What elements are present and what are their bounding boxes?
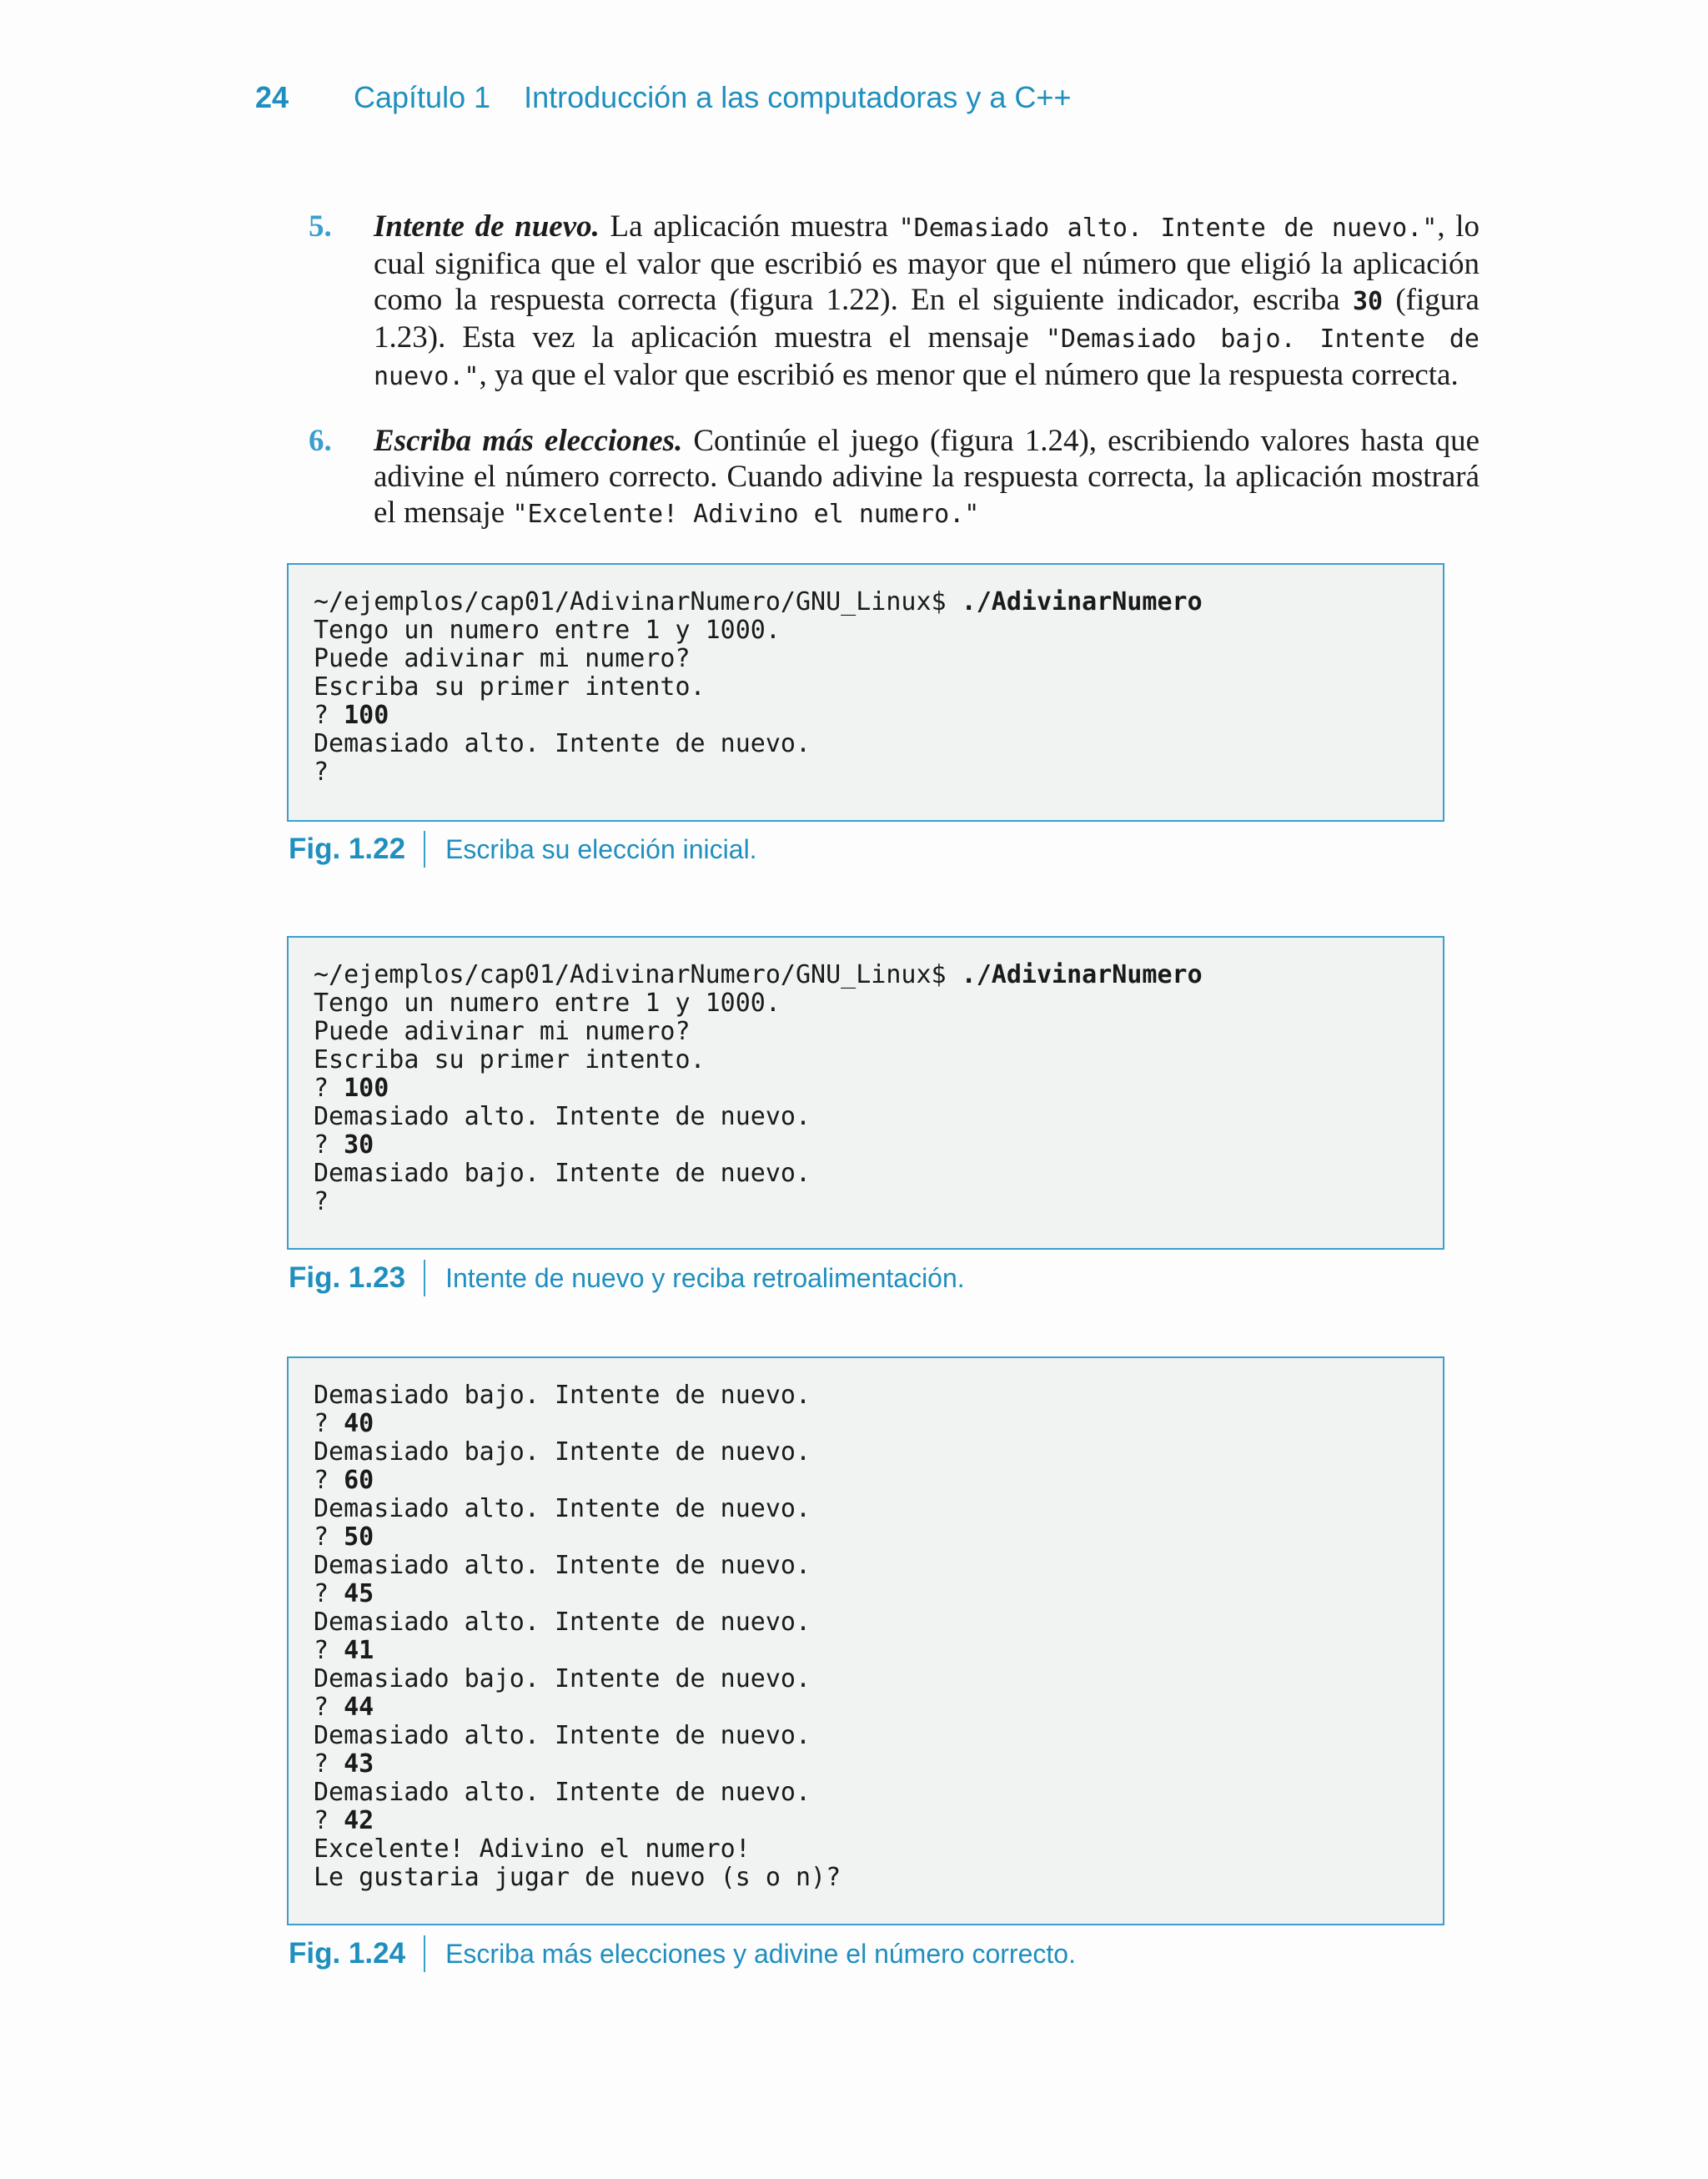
terminal-line <box>314 1074 1443 1103</box>
terminal-line <box>314 1438 1443 1467</box>
terminal-user-input: 40 <box>344 1409 374 1438</box>
terminal-line <box>314 989 1443 1018</box>
step-6 <box>309 423 1479 532</box>
step-text <box>374 423 1479 532</box>
terminal-line <box>314 1410 1443 1438</box>
terminal-output: ? <box>314 1579 344 1608</box>
step-number: 5. <box>309 209 332 244</box>
terminal-output: Demasiado bajo. Intente de nuevo. <box>314 1381 811 1410</box>
terminal-line <box>314 1160 1443 1188</box>
terminal-line <box>314 1608 1443 1637</box>
terminal-line <box>314 1580 1443 1608</box>
figure-caption-1-22 <box>289 831 757 868</box>
terminal-line <box>314 1131 1443 1160</box>
running-header <box>255 80 1071 115</box>
terminal-line <box>314 1665 1443 1693</box>
inline-code: "Demasiado bajo. Intente de nuevo." <box>374 325 1479 391</box>
step-text-part: (figura 1.23). Esta vez la aplicación muestra el mensaje <box>374 283 1479 355</box>
terminal-line <box>314 1046 1443 1074</box>
terminal-window-fig-1-23 <box>287 936 1444 1250</box>
terminal-output: ? <box>314 1522 344 1552</box>
caption-divider <box>424 1260 425 1296</box>
terminal-output: Excelente! Adivino el numero! <box>314 1834 751 1864</box>
step-number: 6. <box>309 424 332 458</box>
terminal-output: Demasiado alto. Intente de nuevo. <box>314 1551 811 1580</box>
terminal-output: Demasiado alto. Intente de nuevo. <box>314 1102 811 1131</box>
terminal-user-input: 50 <box>344 1522 374 1552</box>
terminal-output: ? <box>314 1130 344 1160</box>
terminal-output: Puede adivinar mi numero? <box>314 1017 691 1046</box>
terminal-user-input: 30 <box>344 1130 374 1160</box>
terminal-line <box>314 1103 1443 1131</box>
figure-caption-text: Escriba su elección inicial. <box>445 833 757 864</box>
terminal-line <box>314 1018 1443 1046</box>
terminal-output: Demasiado alto. Intente de nuevo. <box>314 1608 811 1637</box>
terminal-line <box>314 1750 1443 1779</box>
terminal-output: Demasiado bajo. Intente de nuevo. <box>314 1437 811 1467</box>
step-text-part: Continúe el juego (figura 1.24), escribiendo valores hasta que adivine el número correcto. Cuando adivine la respuesta correcta, la aplicación mostrará el mensaje <box>374 424 1479 530</box>
terminal-user-input: 100 <box>344 701 389 730</box>
terminal-output: Demasiado alto. Intente de nuevo. <box>314 729 811 758</box>
terminal-line <box>314 1779 1443 1807</box>
figure-label: Fig. 1.23 <box>289 1261 406 1294</box>
step-title: Escriba más elecciones. <box>374 424 683 458</box>
inline-code-bold: 30 <box>1352 287 1384 316</box>
terminal-output: ~/ejemplos/cap01/AdivinarNumero/GNU_Linux$ <box>314 587 962 616</box>
terminal-output: Demasiado bajo. Intente de nuevo. <box>314 1664 811 1693</box>
terminal-line <box>314 1381 1443 1410</box>
terminal-output: ? <box>314 1409 344 1438</box>
terminal-output: Le gustaria jugar de nuevo (s o n)? <box>314 1863 841 1892</box>
terminal-output: Demasiado alto. Intente de nuevo. <box>314 1721 811 1750</box>
terminal-output: Puede adivinar mi numero? <box>314 644 691 673</box>
terminal-line <box>314 1864 1443 1892</box>
terminal-output: ? <box>314 1074 344 1103</box>
chapter-label: Capítulo 1 <box>354 80 491 114</box>
terminal-output: ? <box>314 1806 344 1835</box>
terminal-output: ? <box>314 1749 344 1779</box>
caption-divider <box>424 1935 425 1972</box>
terminal-line <box>314 1693 1443 1722</box>
terminal-output: ? <box>314 1466 344 1495</box>
terminal-line <box>314 1637 1443 1665</box>
terminal-user-input: 44 <box>344 1693 374 1722</box>
figure-caption-1-23 <box>289 1260 965 1296</box>
chapter-title: Introducción a las computadoras y a C++ <box>524 80 1072 114</box>
terminal-line <box>314 961 1443 989</box>
terminal-user-input: 45 <box>344 1579 374 1608</box>
terminal-user-input: 100 <box>344 1074 389 1103</box>
terminal-line <box>314 702 1443 730</box>
terminal-output: Tengo un numero entre 1 y 1000. <box>314 989 781 1018</box>
terminal-line <box>314 1467 1443 1495</box>
step-title: Intente de nuevo. <box>374 209 600 244</box>
terminal-line <box>314 1835 1443 1864</box>
figure-label: Fig. 1.22 <box>289 833 406 865</box>
inline-code: "Demasiado alto. Intente de nuevo." <box>898 214 1438 243</box>
terminal-output: ? <box>314 1187 329 1216</box>
terminal-line <box>314 588 1443 616</box>
caption-divider <box>424 831 425 868</box>
terminal-output: Demasiado alto. Intente de nuevo. <box>314 1778 811 1807</box>
terminal-line <box>314 758 1443 787</box>
figure-caption-text: Escriba más elecciones y adivine el número correcto. <box>445 1938 1076 1969</box>
figure-label: Fig. 1.24 <box>289 1937 406 1970</box>
terminal-output: Tengo un numero entre 1 y 1000. <box>314 616 781 645</box>
terminal-line <box>314 1523 1443 1552</box>
terminal-line <box>314 616 1443 645</box>
terminal-user-input: 41 <box>344 1636 374 1665</box>
terminal-output: ? <box>314 1693 344 1722</box>
terminal-user-input: 42 <box>344 1806 374 1835</box>
terminal-output: ? <box>314 757 329 787</box>
step-text-part: , lo cual significa que el valor que escribió es mayor que el número que eligió la aplicación como la respuesta correcta (figura 1.22). En el siguiente indicador, escriba <box>374 209 1479 317</box>
terminal-output: ? <box>314 1636 344 1665</box>
figure-caption-1-24 <box>289 1935 1076 1972</box>
page-number: 24 <box>255 80 289 114</box>
terminal-user-input: ./AdivinarNumero <box>961 587 1203 616</box>
terminal-user-input: 60 <box>344 1466 374 1495</box>
terminal-line <box>314 1722 1443 1750</box>
terminal-output: Demasiado bajo. Intente de nuevo. <box>314 1159 811 1188</box>
step-text <box>374 209 1479 395</box>
terminal-line <box>314 1495 1443 1523</box>
inline-code: "Excelente! Adivino el numero." <box>512 500 980 529</box>
terminal-output: Escriba su primer intento. <box>314 1045 706 1074</box>
terminal-line <box>314 645 1443 673</box>
figure-caption-text: Intente de nuevo y reciba retroalimentación. <box>445 1262 965 1293</box>
terminal-user-input: 43 <box>344 1749 374 1779</box>
terminal-output: Demasiado alto. Intente de nuevo. <box>314 1494 811 1523</box>
terminal-line <box>314 1552 1443 1580</box>
step-5 <box>309 209 1479 395</box>
terminal-window-fig-1-24 <box>287 1356 1444 1925</box>
step-text-part: , ya que el valor que escribió es menor que el número que la respuesta correcta. <box>479 358 1459 392</box>
terminal-output: Escriba su primer intento. <box>314 672 706 702</box>
terminal-output: ~/ejemplos/cap01/AdivinarNumero/GNU_Linux$ <box>314 960 962 989</box>
terminal-line <box>314 730 1443 758</box>
terminal-line <box>314 1188 1443 1216</box>
step-text-part: La aplicación muestra <box>599 209 899 244</box>
terminal-line <box>314 1807 1443 1835</box>
terminal-line <box>314 673 1443 702</box>
terminal-user-input: ./AdivinarNumero <box>961 960 1203 989</box>
terminal-output: ? <box>314 701 344 730</box>
terminal-window-fig-1-22 <box>287 563 1444 822</box>
